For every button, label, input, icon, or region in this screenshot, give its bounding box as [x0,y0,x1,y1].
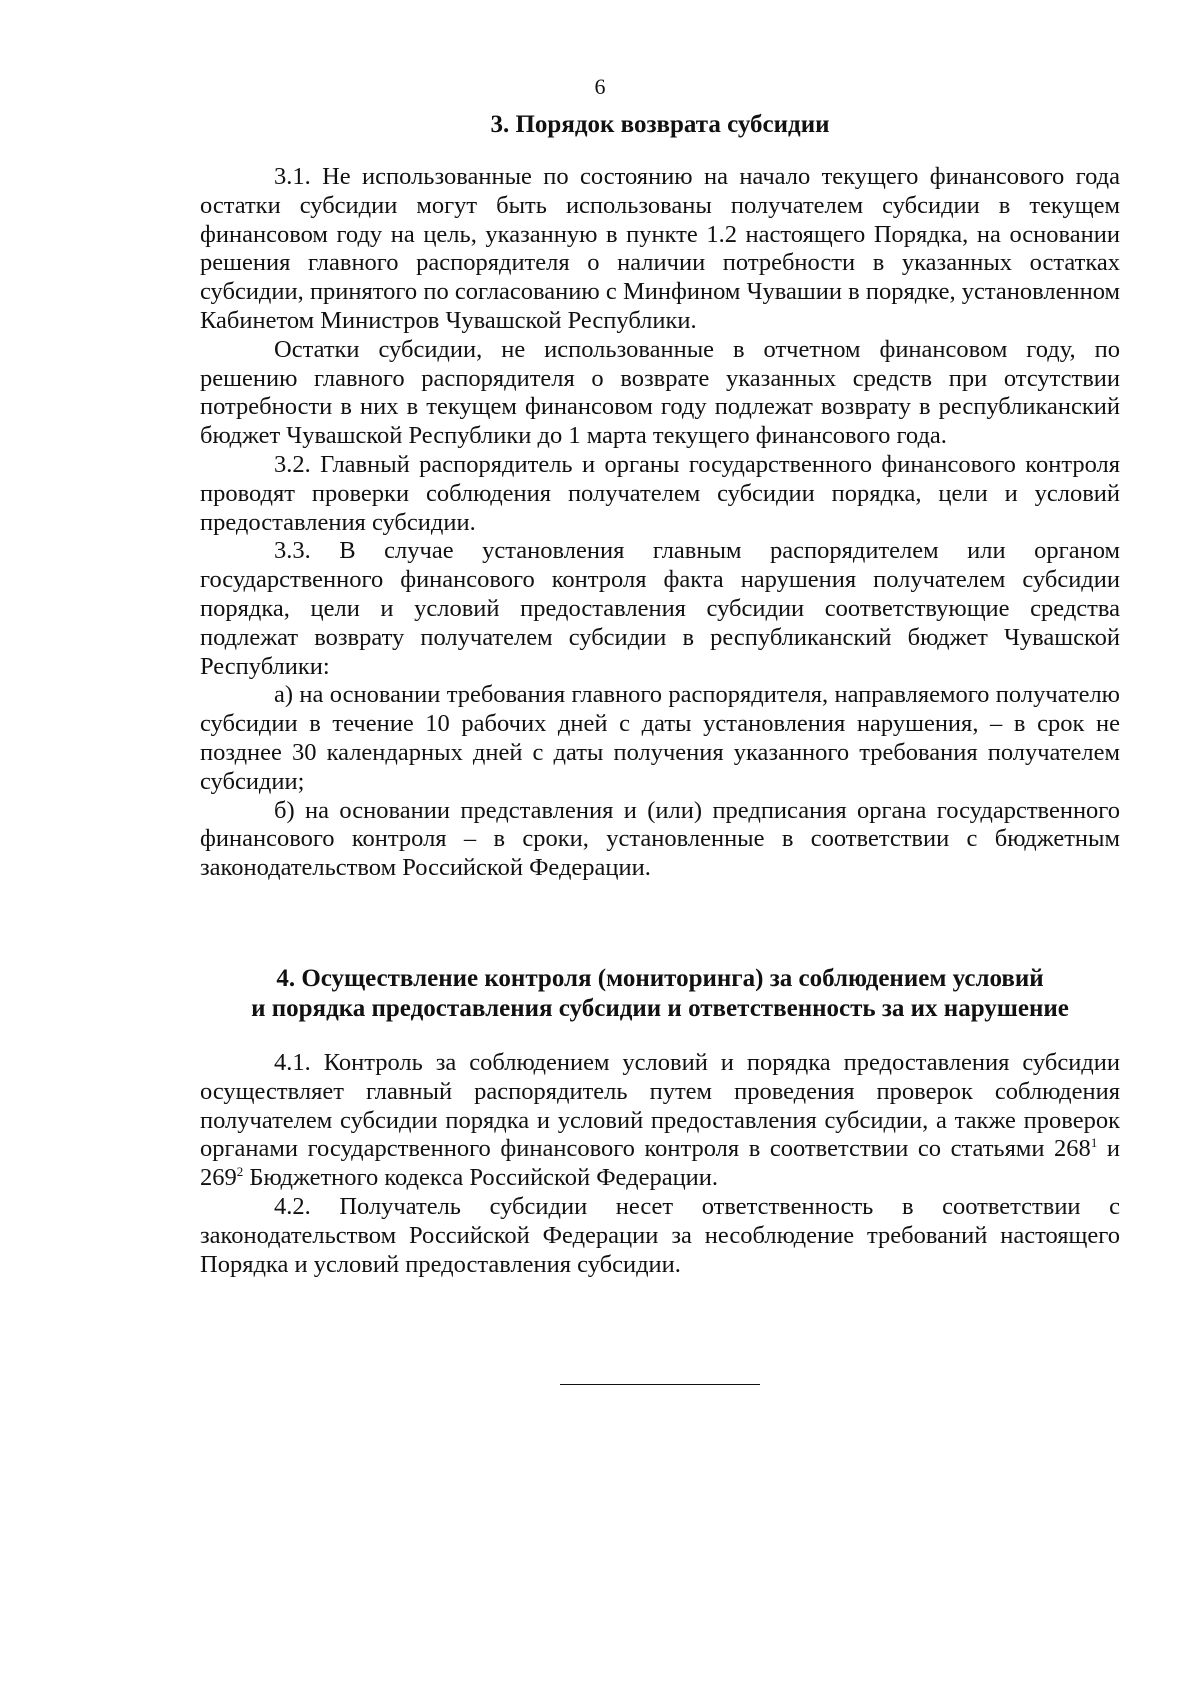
paragraph-3-3-b: б) на основании представления и (или) предписания органа государственного финансового контроля – в сроки, установленные в соответствии с бюджетным законодательством Российской Федерации. [200,796,1120,882]
end-of-document-rule [560,1384,760,1385]
paragraph-3-3: 3.3. В случае установления главным распорядителем или органом государственного финансового контроля факта нарушения получателем субсидии порядка, цели и условий предоставления субсидии соответствующие средства подлежат возврату получателем субсидии в республиканский бюджет Чувашской Республики: [200,537,1120,680]
paragraph-4-1-text: 4.1. Контроль за соблюдением условий и порядка предоставления субсидии осуществляет главный распорядитель путем проведения проверок соблюдения получателем субсидии порядка и условий предоставления субсидии, а также проверок органами государственного финансового контроля в соответствии со статьями 268 [200,1049,1120,1163]
section-4-body [200,1049,1120,1279]
paragraph-4-1-text-3: Бюджетного кодекса Российской Федерации. [243,1164,719,1192]
section-3-title: 3. Порядок возврата субсидии [490,111,830,138]
paragraph-3-1-remainder: Остатки субсидии, не использованные в отчетном финансовом году, по решению главного распорядителя о возврате указанных средств при отсутствии потребности в них в текущем финансовом году подлежат возврату в республиканский бюджет Чувашской Республики до 1 марта текущего финансового года. [200,335,1120,450]
article-269-superscript: 2 [236,1164,244,1180]
section-3-body [200,163,1120,883]
paragraph-3-2: 3.2. Главный распорядитель и органы государственного финансового контроля проводят проверки соблюдения получателем субсидии порядка, цели и условий предоставления субсидии. [200,450,1120,536]
paragraph-4-1 [200,1049,1120,1193]
paragraph-4-2: 4.2. Получатель субсидии несет ответственность в соответствии с законодательством Российской Федерации за несоблюдение требований настоящего Порядка и условий предоставления субсидии. [200,1192,1120,1278]
section-4-title-line-2: и порядка предоставления субсидии и ответственность за их нарушение [251,995,1069,1022]
paragraph-3-1: 3.1. Не использованные по состоянию на начало текущего финансового года остатки субсидии могут быть использованы получателем субсидии в текущем финансовом году на цель, указанную в пункте 1.2 настоящего Порядка, на основании решения главного распорядителя о наличии потребности в указанных остатках субсидии, принятого по согласованию с Минфином Чувашии в порядке, установленном Кабинетом Министров Чувашской Республики. [200,163,1120,334]
paragraph-3-3-a: а) на основании требования главного распорядителя, направляемого получателю субсидии в течение 10 рабочих дней с даты установления нарушения, – в срок не позднее 30 календарных дней с даты получения указанного требования получателем субсидии; [200,681,1120,795]
page-number: 6 [594,74,606,99]
article-268-superscript: 1 [1090,1135,1098,1151]
section-4-title-line-1: 4. Осуществление контроля (мониторинга) за соблюдением условий [276,965,1044,992]
section-4-title [200,964,1120,1024]
paragraph-4-1-text-2: и 269 [200,1135,1120,1192]
